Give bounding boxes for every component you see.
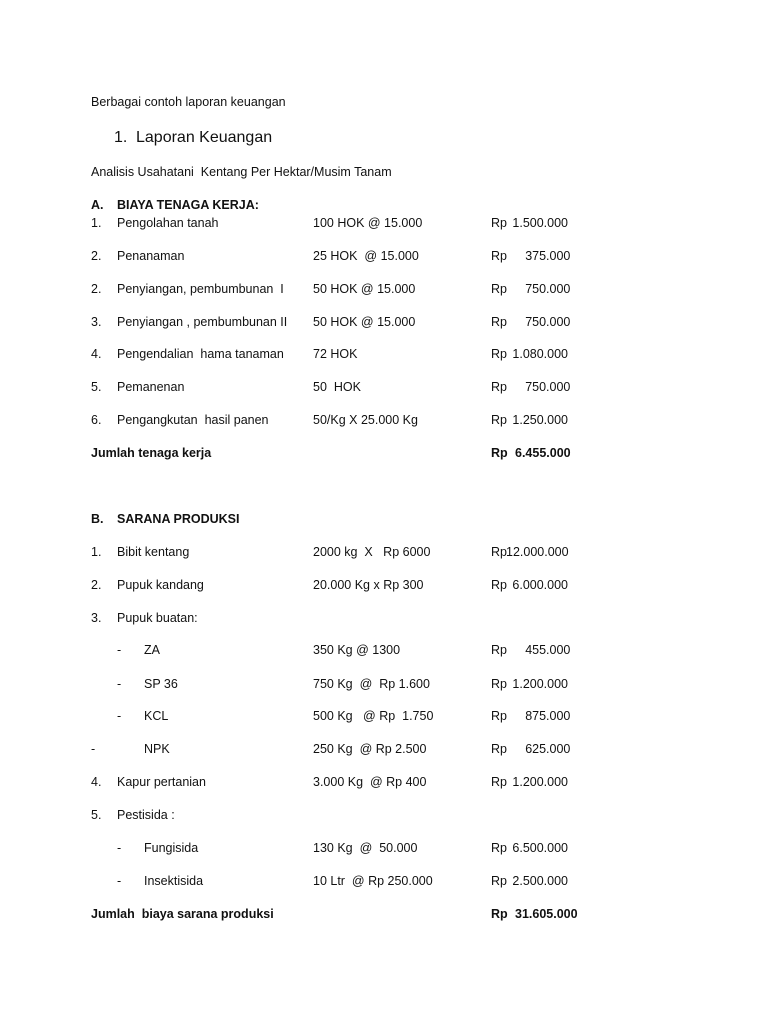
row-number: 3. bbox=[91, 611, 102, 625]
row-detail: 72 HOK bbox=[313, 347, 358, 361]
row-currency: Rp bbox=[491, 315, 507, 329]
row-detail: 250 Kg @ Rp 2.500 bbox=[313, 742, 427, 756]
row-detail: 100 HOK @ 15.000 bbox=[313, 216, 423, 230]
row-item: Insektisida bbox=[144, 874, 204, 888]
row-item: Pengangkutan hasil panen bbox=[117, 413, 269, 427]
row-currency: Rp bbox=[491, 775, 507, 789]
row-detail: 50/Kg X 25.000 Kg bbox=[313, 413, 418, 427]
row-currency: Rp bbox=[491, 677, 507, 691]
section-b-total-label: Jumlah biaya sarana produksi bbox=[91, 907, 274, 921]
row-detail: 20.000 Kg x Rp 300 bbox=[313, 578, 424, 592]
intro-text: Berbagai contoh laporan keuangan bbox=[91, 95, 286, 109]
row-detail: 500 Kg @ Rp 1.750 bbox=[313, 709, 434, 723]
row-amount: 875.000 bbox=[525, 709, 571, 723]
row-number: 5. bbox=[91, 808, 102, 822]
row-number: 3. bbox=[91, 315, 102, 329]
row-amount: 12.000.000 bbox=[506, 545, 569, 559]
row-item: NPK bbox=[144, 742, 170, 756]
section-b-total-currency: Rp bbox=[491, 907, 508, 921]
section-b-letter: B. bbox=[91, 512, 104, 526]
row-item: Penanaman bbox=[117, 249, 185, 263]
row-item: Pengolahan tanah bbox=[117, 216, 219, 230]
row-amount: 455.000 bbox=[525, 643, 571, 657]
row-item: Pupuk buatan: bbox=[117, 611, 198, 625]
subtitle: Analisis Usahatani Kentang Per Hektar/Musim Tanam bbox=[91, 165, 392, 179]
row-currency: Rp bbox=[491, 249, 507, 263]
row-item: Penyiangan , pembumbunan II bbox=[117, 315, 288, 329]
row-currency: Rp bbox=[491, 578, 507, 592]
row-detail: 50 HOK @ 15.000 bbox=[313, 315, 416, 329]
row-detail: 350 Kg @ 1300 bbox=[313, 643, 401, 657]
row-currency: Rp bbox=[491, 347, 507, 361]
row-amount: 1.200.000 bbox=[512, 677, 568, 691]
row-item: Pupuk kandang bbox=[117, 578, 204, 592]
row-number: 2. bbox=[91, 249, 102, 263]
row-detail: 750 Kg @ Rp 1.600 bbox=[313, 677, 430, 691]
section-b-total-amount: 31.605.000 bbox=[515, 907, 578, 921]
section-a-title: BIAYA TENAGA KERJA: bbox=[117, 198, 259, 212]
row-amount: 2.500.000 bbox=[512, 874, 568, 888]
row-amount: 750.000 bbox=[525, 380, 571, 394]
row-currency: Rp bbox=[491, 413, 507, 427]
row-detail: 2000 kg X Rp 6000 bbox=[313, 545, 431, 559]
row-detail: 50 HOK @ 15.000 bbox=[313, 282, 416, 296]
row-item: Pemanenan bbox=[117, 380, 185, 394]
row-item: Fungisida bbox=[144, 841, 199, 855]
row-number: - bbox=[91, 742, 96, 756]
row-currency: Rp bbox=[491, 874, 507, 888]
row-currency: Rp bbox=[491, 643, 507, 657]
row-amount: 750.000 bbox=[525, 282, 571, 296]
row-currency: Rp bbox=[491, 545, 507, 559]
row-item: ZA bbox=[144, 643, 160, 657]
row-number: 2. bbox=[91, 282, 102, 296]
row-amount: 1.200.000 bbox=[512, 775, 568, 789]
row-number: 5. bbox=[91, 380, 102, 394]
row-item: Bibit kentang bbox=[117, 545, 190, 559]
row-currency: Rp bbox=[491, 380, 507, 394]
row-currency: Rp bbox=[491, 709, 507, 723]
row-number: 1. bbox=[91, 545, 102, 559]
section-b-title: SARANA PRODUKSI bbox=[117, 512, 240, 526]
row-item: KCL bbox=[144, 709, 169, 723]
row-item: Pestisida : bbox=[117, 808, 175, 822]
row-item: Kapur pertanian bbox=[117, 775, 206, 789]
heading-title: Laporan Keuangan bbox=[136, 129, 273, 146]
row-number: - bbox=[117, 874, 122, 888]
row-detail: 3.000 Kg @ Rp 400 bbox=[313, 775, 427, 789]
section-a-total-label: Jumlah tenaga kerja bbox=[91, 446, 212, 460]
row-detail: 50 HOK bbox=[313, 380, 361, 394]
row-currency: Rp bbox=[491, 282, 507, 296]
row-amount: 6.000.000 bbox=[512, 578, 568, 592]
row-item: Pengendalian hama tanaman bbox=[117, 347, 284, 361]
row-number: 6. bbox=[91, 413, 102, 427]
row-number: 4. bbox=[91, 347, 102, 361]
row-number: 2. bbox=[91, 578, 102, 592]
row-number: - bbox=[117, 677, 122, 691]
row-detail: 10 Ltr @ Rp 250.000 bbox=[313, 874, 433, 888]
row-number: - bbox=[117, 841, 122, 855]
row-detail: 130 Kg @ 50.000 bbox=[313, 841, 418, 855]
row-item: SP 36 bbox=[144, 677, 178, 691]
section-a-total-currency: Rp bbox=[491, 446, 508, 460]
row-amount: 1.080.000 bbox=[512, 347, 568, 361]
row-amount: 375.000 bbox=[525, 249, 571, 263]
row-number: - bbox=[117, 709, 122, 723]
row-amount: 1.250.000 bbox=[512, 413, 568, 427]
section-a-letter: A. bbox=[91, 198, 104, 212]
row-currency: Rp bbox=[491, 841, 507, 855]
row-amount: 625.000 bbox=[525, 742, 571, 756]
row-detail: 25 HOK @ 15.000 bbox=[313, 249, 419, 263]
heading-number: 1. bbox=[114, 129, 128, 146]
section-a-total-amount: 6.455.000 bbox=[515, 446, 571, 460]
row-currency: Rp bbox=[491, 216, 507, 230]
row-item: Penyiangan, pembumbunan I bbox=[117, 282, 284, 296]
row-amount: 1.500.000 bbox=[512, 216, 568, 230]
row-currency: Rp bbox=[491, 742, 507, 756]
row-number: 1. bbox=[91, 216, 102, 230]
row-number: - bbox=[117, 643, 122, 657]
row-amount: 750.000 bbox=[525, 315, 571, 329]
row-amount: 6.500.000 bbox=[512, 841, 568, 855]
row-number: 4. bbox=[91, 775, 102, 789]
